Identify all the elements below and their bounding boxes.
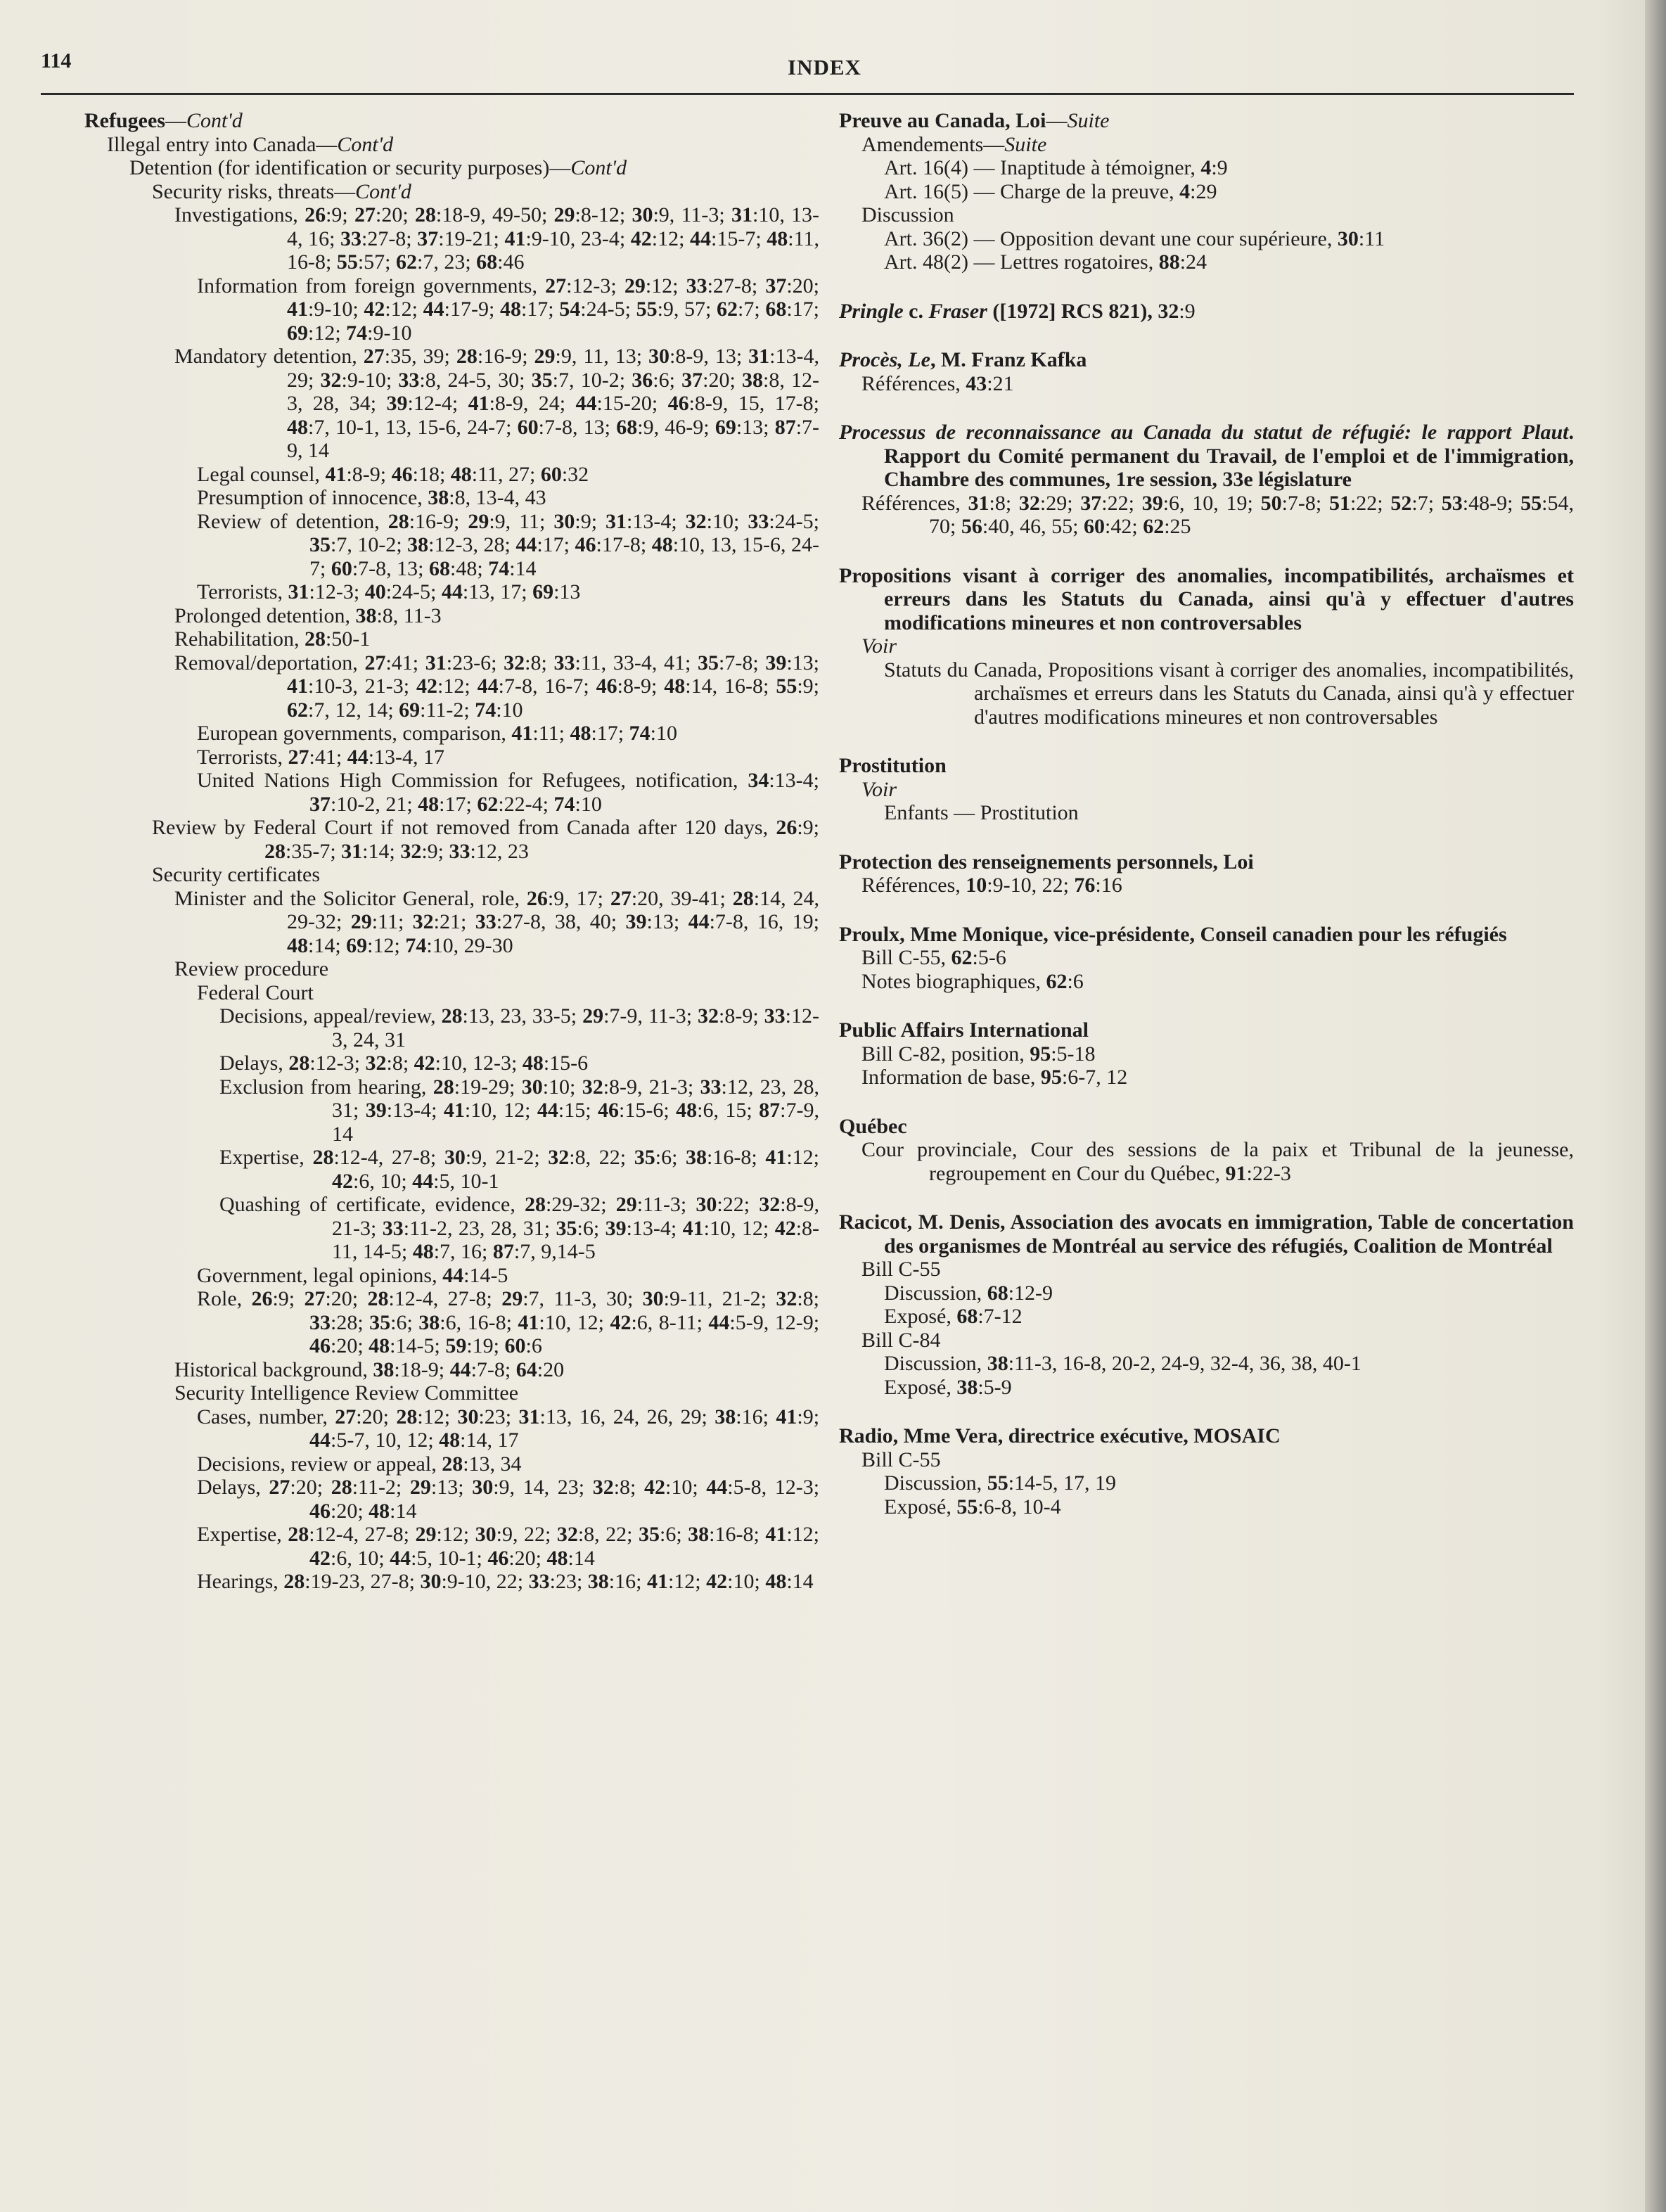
index-entry-left-line: Review procedure xyxy=(174,957,329,980)
index-entry-left-line: Terrorists, 27:41; 44:13-4, 17 xyxy=(197,745,445,769)
index-entry-right-line: Prostitution xyxy=(839,754,947,777)
index-entry-left-line: Detention (for identification or security purposes)—Cont'd xyxy=(129,156,627,179)
index-entry-left-line: Decisions, review or appeal, 28:13, 34 xyxy=(197,1452,522,1476)
index-entry-right-line: Processus de reconnaissance au Canada du statut de réfugié: le rapport Plaut. Rapport du Comité permanent du Travail, de l'emploi et de l'immigration, Chambre des communes, 1re session, 33e législature xyxy=(839,421,1574,491)
index-entry-left-line: Terrorists, 31:12-3; 40:24-5; 44:13, 17; 69:13 xyxy=(197,580,581,603)
index-entry-left-line: Security certificates xyxy=(152,863,321,886)
index-entry-left-line: Federal Court xyxy=(197,980,314,1004)
page-number: 114 xyxy=(41,49,72,72)
index-entry-right-line: Notes biographiques, 62:6 xyxy=(861,969,1084,993)
index-entry-left-line: Removal/deportation, 27:41; 31:23-6; 32:8; 33:11, 33-4, 41; 35:7-8; 39:13; 41:10-3, 21-3; 42:12; 44:7-8, 16-7; 46:8-9; 48:14, 16-8; 55:9; 62:7, 12, 14; 69:11-2; 74:10 xyxy=(174,651,819,722)
index-entry-right-line: Enfants — Prostitution xyxy=(884,801,1079,824)
index-entry-left-line: Rehabilitation, 28:50-1 xyxy=(174,627,371,651)
index-entry-right-line: Références, 31:8; 32:29; 37:22; 39:6, 10, 19; 50:7-8; 51:22; 52:7; 53:48-9; 55:54, 70; 56:40, 46, 55; 60:42; 62:25 xyxy=(861,491,1575,538)
index-entry-left-line: Review of detention, 28:16-9; 29:9, 11; 30:9; 31:13-4; 32:10; 33:24-5; 35:7, 10-2; 38:12-3, 28; 44:17; 46:17-8; 48:10, 13, 15-6, 24-7; 60:7-8, 13; 68:48; 74:14 xyxy=(197,509,820,580)
index-entry-right-line: Bill C-82, position, 95:5-18 xyxy=(861,1042,1096,1066)
index-entry-right-line: Propositions visant à corriger des anomalies, incompatibilités, archaïsmes et erreurs dans les Statuts du Canada, ainsi qu'à y effectuer d'autres modifications mineures et non controversables xyxy=(839,563,1574,634)
page-title: INDEX xyxy=(788,55,861,79)
index-entry-right-line: Bill C-55 xyxy=(861,1258,941,1281)
index-entry-left-line: Government, legal opinions, 44:14-5 xyxy=(197,1263,508,1287)
index-entry-right-line: Discussion, 68:12-9 xyxy=(884,1281,1053,1305)
index-entry-right-line: Art. 16(4) — Inaptitude à témoigner, 4:9 xyxy=(884,156,1228,179)
index-entry-left-line: Historical background, 38:18-9; 44:7-8; 64:20 xyxy=(174,1357,565,1381)
index-entry-right-line: Bill C-55, 62:5-6 xyxy=(861,946,1006,969)
index-column-left xyxy=(84,109,819,1594)
index-entry-left-line: United Nations High Commission for Refugees, notification, 34:13-4; 37:10-2, 21; 48:17; 62:22-4; 74:10 xyxy=(197,769,819,816)
index-entry-left-line: Quashing of certificate, evidence, 28:29-32; 29:11-3; 30:22; 32:8-9, 21-3; 33:11-2, 23, 28, 31; 35:6; 39:13-4; 41:10, 12; 42:8-11, 14-5; 48:7, 16; 87:7, 9,14-5 xyxy=(219,1193,820,1263)
index-entry-right-line: Voir xyxy=(861,634,897,658)
index-entry-right-line: Québec xyxy=(839,1114,907,1138)
index-entry-right-line: Preuve au Canada, Loi—Suite xyxy=(839,109,1110,132)
index-entry-left-line: Cases, number, 27:20; 28:12; 30:23; 31:13, 16, 24, 26, 29; 38:16; 41:9; 44:5-7, 10, 12; 48:14, 17 xyxy=(197,1405,820,1452)
index-entry-right-line: Pringle c. Fraser ([1972] RCS 821), 32:9 xyxy=(839,299,1196,323)
index-entry-left-line: Exclusion from hearing, 28:19-29; 30:10; 32:8-9, 21-3; 33:12, 23, 28, 31; 39:13-4; 41:10, 12; 44:15; 46:15-6; 48:6, 15; 87:7-9, 14 xyxy=(219,1075,819,1146)
index-entry-right-line: Exposé, 55:6-8, 10-4 xyxy=(884,1495,1061,1519)
index-entry-left-line: Expertise, 28:12-4, 27-8; 30:9, 21-2; 32:8, 22; 35:6; 38:16-8; 41:12; 42:6, 10; 44:5, 10-1 xyxy=(219,1146,820,1193)
index-entry-right-line: Protection des renseignements personnels, Loi xyxy=(839,850,1254,874)
index-entry-right-line: Voir xyxy=(861,777,897,801)
index-entry-left-line: Refugees—Cont'd xyxy=(84,109,243,132)
index-entry-left-line: Legal counsel, 41:8-9; 46:18; 48:11, 27; 60:32 xyxy=(197,462,589,486)
index-entry-left-line: Delays, 28:12-3; 32:8; 42:10, 12-3; 48:15-6 xyxy=(219,1051,589,1075)
index-entry-right-line: Art. 48(2) — Lettres rogatoires, 88:24 xyxy=(884,250,1207,274)
index-entry-right-line: Amendements—Suite xyxy=(861,132,1047,156)
index-entry-right-line: Références, 43:21 xyxy=(861,371,1014,395)
index-entry-right-line: Exposé, 38:5-9 xyxy=(884,1375,1012,1399)
index-entry-left-line: Prolonged detention, 38:8, 11-3 xyxy=(174,603,442,627)
index-entry-right-line: Références, 10:9-10, 22; 76:16 xyxy=(861,874,1122,897)
index-entry-right-line: Bill C-84 xyxy=(861,1328,941,1352)
index-entry-right-line: Discussion xyxy=(861,203,954,226)
index-entry-right-line: Statuts du Canada, Propositions visant à corriger des anomalies, incompatibilités, archaïsmes et erreurs dans les Statuts du Canada, ainsi qu'à y effectuer d'autres modifications mineures et non controversables xyxy=(884,658,1574,729)
index-entry-right-line: Public Affairs International xyxy=(839,1018,1089,1042)
index-entry-left-line: European governments, comparison, 41:11; 48:17; 74:10 xyxy=(197,722,677,745)
index-entry-right-line: Information de base, 95:6-7, 12 xyxy=(861,1066,1128,1089)
index-entry-left-line: Security Intelligence Review Committee xyxy=(174,1381,519,1405)
index-entry-right-line: Bill C-55 xyxy=(861,1447,941,1471)
index-entry-left-line: Role, 26:9; 27:20; 28:12-4, 27-8; 29:7, 11-3, 30; 30:9-11, 21-2; 32:8; 33:28; 35:6; 38:6, 16-8; 41:10, 12; 42:6, 8-11; 44:5-9, 12-9; 46:20; 48:14-5; 59:19; 60:6 xyxy=(197,1287,820,1357)
index-entry-left-line: Delays, 27:20; 28:11-2; 29:13; 30:9, 14, 23; 32:8; 42:10; 44:5-8, 12-3; 46:20; 48:14 xyxy=(197,1476,820,1523)
index-entry-left-line: Presumption of innocence, 38:8, 13-4, 43 xyxy=(197,486,546,509)
page-edge-shadow xyxy=(1645,0,1666,2212)
index-entry-left-line: Investigations, 26:9; 27:20; 28:18-9, 49-50; 29:8-12; 30:9, 11-3; 31:10, 13-4, 16; 33:27-8; 37:19-21; 41:9-10, 23-4; 42:12; 44:15-7; 48:11, 16-8; 55:57; 62:7, 23; 68:46 xyxy=(174,203,820,274)
index-entry-left-line: Mandatory detention, 27:35, 39; 28:16-9; 29:9, 11, 13; 30:8-9, 13; 31:13-4, 29; 32:9-10; 33:8, 24-5, 30; 35:7, 10-2; 36:6; 37:20; 38:8, 12-3, 28, 34; 39:12-4; 41:8-9, 24; 44:15-20; 46:8-9, 15, 17-8; 48:7, 10-1, 13, 15-6, 24-7; 60:7-8, 13; 68:9, 46-9; 69:13; 87:7-9, 14 xyxy=(174,345,820,462)
index-entry-right-line: Proulx, Mme Monique, vice-présidente, Conseil canadien pour les réfugiés xyxy=(839,922,1507,946)
index-entry-right-line: Discussion, 55:14-5, 17, 19 xyxy=(884,1471,1117,1495)
index-entry-right-line: Discussion, 38:11-3, 16-8, 20-2, 24-9, 32-4, 36, 38, 40-1 xyxy=(884,1352,1361,1375)
index-entry-right-line: Radio, Mme Vera, directrice exécutive, MOSAIC xyxy=(839,1424,1281,1447)
index-entry-right-line: Procès, Le, M. Franz Kafka xyxy=(839,348,1087,371)
index-entry-right-line: Art. 36(2) — Opposition devant une cour supérieure, 30:11 xyxy=(884,226,1385,250)
index-entry-left-line: Review by Federal Court if not removed from Canada after 120 days, 26:9; 28:35-7; 31:14; 32:9; 33:12, 23 xyxy=(152,816,819,863)
index-entry-left-line: Hearings, 28:19-23, 27-8; 30:9-10, 22; 33:23; 38:16; 41:12; 42:10; 48:14 xyxy=(197,1570,814,1593)
index-entry-left-line: Minister and the Solicitor General, role, 26:9, 17; 27:20, 39-41; 28:14, 24, 29-32; 29:11; 32:21; 33:27-8, 38, 40; 39:13; 44:7-8, 16, 19; 48:14; 69:12; 74:10, 29-30 xyxy=(174,886,820,957)
index-entry-left-line: Expertise, 28:12-4, 27-8; 29:12; 30:9, 22; 32:8, 22; 35:6; 38:16-8; 41:12; 42:6, 10; 44:5, 10-1; 46:20; 48:14 xyxy=(197,1523,820,1570)
index-column-right xyxy=(839,109,1574,1519)
index-entry-left-line: Illegal entry into Canada—Cont'd xyxy=(107,132,394,156)
header-rule xyxy=(41,93,1574,95)
index-entry-right-line: Racicot, M. Denis, Association des avocats en immigration, Table de concertation des organismes de Montréal au service des réfugiés, Coalition de Montréal xyxy=(839,1210,1574,1258)
index-entry-left-line: Information from foreign governments, 27:12-3; 29:12; 33:27-8; 37:20; 41:9-10; 42:12; 44:17-9; 48:17; 54:24-5; 55:9, 57; 62:7; 68:17; 69:12; 74:9-10 xyxy=(197,274,819,345)
index-entry-right-line: Art. 16(5) — Charge de la preuve, 4:29 xyxy=(884,179,1217,203)
index-entry-left-line: Security risks, threats—Cont'd xyxy=(152,179,411,203)
index-entry-right-line: Cour provinciale, Cour des sessions de la paix et Tribunal de la jeunesse, regroupement en Cour du Québec, 91:22-3 xyxy=(861,1138,1574,1185)
index-entry-left-line: Decisions, appeal/review, 28:13, 23, 33-5; 29:7-9, 11-3; 32:8-9; 33:12-3, 24, 31 xyxy=(219,1004,819,1051)
index-entry-right-line: Exposé, 68:7-12 xyxy=(884,1305,1023,1328)
